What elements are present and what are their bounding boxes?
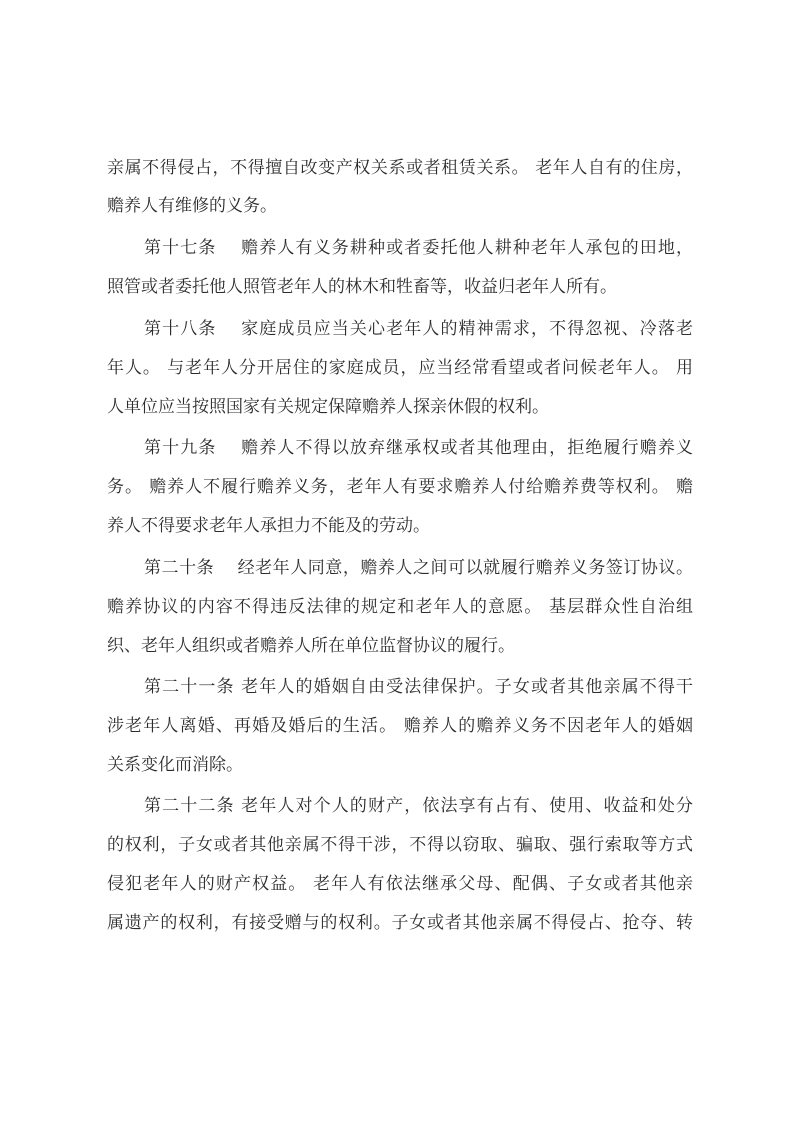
article-18-heading-line: 第十八条 家庭成员应当关心老年人的精神需求，不得忽视、冷落老 [144, 319, 693, 339]
text-line: 织、老年人组织或者赡养人所在单位监督协议的履行。 [107, 636, 515, 656]
text-line: 侵犯老年人的财产权益。 老年人有依法继承父母、配偶、子女或者其他亲 [107, 874, 693, 894]
text-line: 赡养人有维修的义务。 [107, 196, 277, 216]
article-17-heading-line: 第十七条 赡养人有义务耕种或者委托他人耕种老年人承包的田地， [144, 238, 693, 258]
text-line: 年人。 与老年人分开居住的家庭成员，应当经常看望或者问候老年人。 用 [107, 358, 693, 378]
text-line: 养人不得要求老年人承担力不能及的劳动。 [107, 516, 430, 536]
text-line: 属遗产的权利，有接受赠与的权利。子女或者其他亲属不得侵占、抢夺、转 [107, 913, 693, 933]
text-line: 关系变化而消除。 [107, 755, 243, 775]
text-line: 赡养协议的内容不得违反法律的规定和老年人的意愿。 基层群众性自治组 [107, 597, 693, 617]
article-20-heading-line: 第二十条 经老年人同意，赡养人之间可以就履行赡养义务签订协议。 [144, 558, 693, 578]
text-line: 务。 赡养人不履行赡养义务，老年人有要求赡养人付给赡养费等权利。 赡 [107, 477, 693, 497]
text-line: 亲属不得侵占，不得擅自改变产权关系或者租赁关系。 老年人自有的住房， [107, 158, 693, 178]
text-line: 涉老年人离婚、再婚及婚后的生活。 赡养人的赡养义务不因老年人的婚姻 [107, 716, 693, 736]
text-line: 照管或者委托他人照管老年人的林木和牲畜等，收益归老年人所有。 [107, 277, 617, 297]
text-line: 人单位应当按照国家有关规定保障赡养人探亲休假的权利。 [107, 397, 549, 417]
text-line: 的权利，子女或者其他亲属不得干涉，不得以窃取、骗取、强行索取等方式 [107, 835, 693, 855]
article-21-heading-line: 第二十一条 老年人的婚姻自由受法律保护。子女或者其他亲属不得干 [144, 677, 693, 697]
article-22-heading-line: 第二十二条 老年人对个人的财产，依法享有占有、使用、收益和处分 [144, 796, 693, 816]
article-19-heading-line: 第十九条 赡养人不得以放弃继承权或者其他理由，拒绝履行赡养义 [144, 438, 693, 458]
